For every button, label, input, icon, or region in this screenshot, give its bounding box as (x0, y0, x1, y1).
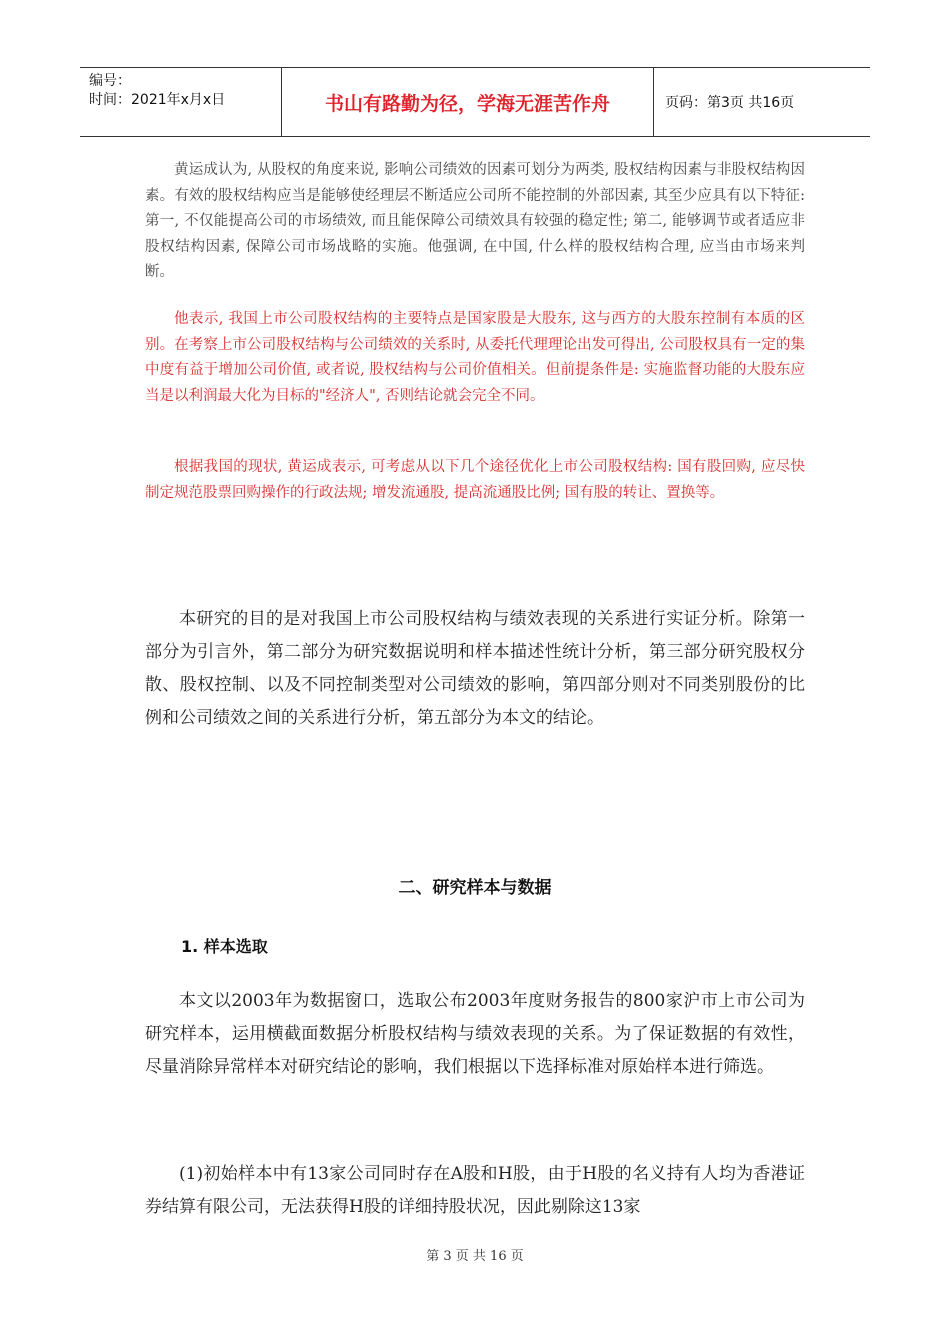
subsection-title: 1. 样本选取 (181, 937, 268, 956)
paragraph-research-purpose: 本研究的目的是对我国上市公司股权结构与绩效表现的关系进行实证分析。除第一部分为引言外，第二部分为研究数据说明和样本描述性统计分析，第三部分研究股权分散、股权控制、以及不同控制类型对公司绩效的影响，第四部分则对不同类别股份的比例和公司绩效之间的关系进行分析，第五部分为本文的结论。 (145, 609, 805, 728)
paragraph-criteria-1: (1)初始样本中有13家公司同时存在A股和H股，由于H股的名义持有人均为香港证券结算有限公司，无法获得H股的详细持股状况，因此剔除这13家 (145, 1164, 805, 1217)
paragraph-huang-view: 黄运成认为, 从股权的角度来说, 影响公司绩效的因素可划分为两类, 股权结构因素与非股权结构因素。有效的股权结构应当是能够使经理层不断适应公司所不能控制的外部因素, 其至少应具有以下特征: 第一, 不仅能提高公司的市场绩效, 而且能保障公司绩效具有较强的稳定性; 第二, 能够调节或者适应非股权结构因素, 保障公司市场战略的实施。他强调, 在中国, 什么样的股权结构合理, 应当由市场来判断。 (145, 162, 805, 280)
header-page-info: 页码：第3页 共16页 (665, 95, 795, 111)
time-label: 时间：2021年x月x日 (89, 92, 226, 108)
number-label: 编号： (89, 73, 131, 89)
paragraph-sample-selection: 本文以2003年为数据窗口，选取公布2003年度财务报告的800家沪市上市公司为研究样本，运用横截面数据分析股权结构与绩效表现的关系。为了保证数据的有效性，尽量消除异常样本对研究结论的影响，我们根据以下选择标准对原始样本进行筛选。 (145, 991, 805, 1077)
page-footer: 第 3 页 共 16 页 (426, 1249, 524, 1264)
paragraph-optimization: 根据我国的现状, 黄运成表示, 可考虑从以下几个途径优化上市公司股权结构: 国有股回购, 应尽快制定规范股票回购操作的行政法规; 增发流通股, 提高流通股比例; 国有股的转让、置换等。 (145, 459, 805, 501)
header-motto: 书山有路勤为径，学海无涯苦作舟 (282, 68, 654, 136)
header-meta (80, 68, 282, 136)
paragraph-major-shareholder: 他表示, 我国上市公司股权结构的主要特点是国家股是大股东, 这与西方的大股东控制有本质的区别。在考察上市公司股权结构与公司绩效的关系时, 从委托代理理论出发可得出, 公司股权具有一定的集中度有益于增加公司价值, 或者说, 股权结构与公司价值相关。但前提条件是: 实施监督功能的大股东应当是以利润最大化为目标的"经济人", 否则结论就会完全不同。 (145, 311, 805, 404)
section-title: 二、研究样本与数据 (398, 878, 552, 898)
document-header (80, 67, 870, 137)
